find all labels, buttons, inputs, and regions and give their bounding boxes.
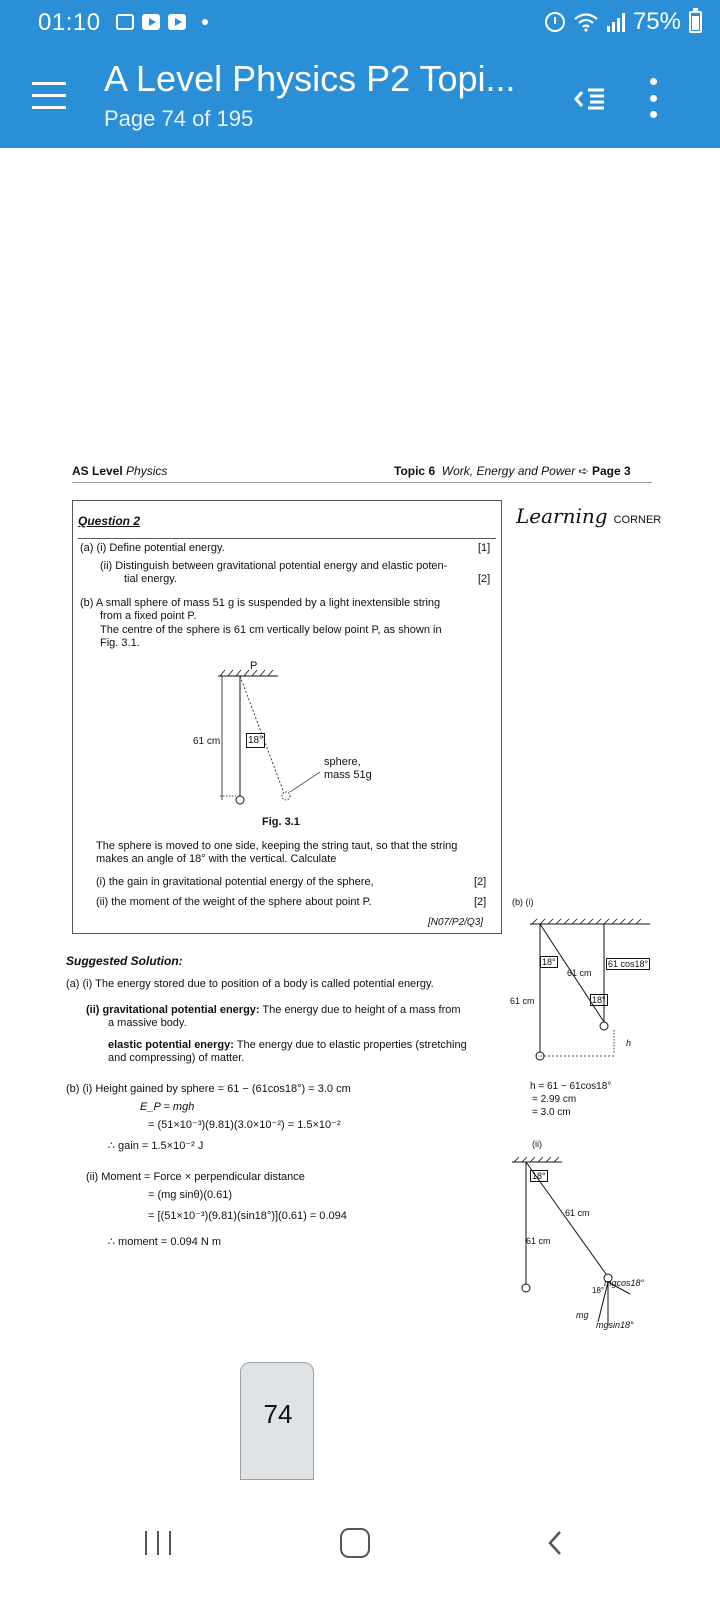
question-label: Question 2: [78, 514, 141, 528]
q-a-i: (a) (i) Define potential energy.: [80, 542, 225, 554]
dot-icon: [202, 19, 208, 25]
diagram-b-i-angle-top: 18°: [542, 957, 556, 967]
system-icons: [545, 8, 702, 36]
s-b-i-line2: E_P = mgh: [140, 1101, 195, 1113]
q-a-ii-line2: tial energy.: [124, 573, 177, 585]
s-b-ii-line1: (ii) Moment = Force × perpendicular distance: [86, 1171, 305, 1183]
fig-label-61cm: 61 cm: [193, 736, 221, 747]
s-b-i-line4: ∴ gain = 1.5×10⁻² J: [108, 1140, 204, 1152]
diagram-b-ii-mgsin: mgsin18°: [596, 1320, 634, 1330]
more-options-icon[interactable]: [648, 78, 658, 118]
solution-title: Suggested Solution:: [66, 954, 183, 968]
diagram-b-ii-mg: mg: [576, 1310, 589, 1320]
diagram-b-ii-mgcos: mgcos18°: [604, 1278, 645, 1288]
figure-caption: Fig. 3.1: [262, 816, 300, 828]
play-store-icon: [168, 14, 186, 30]
navigation-bar: [0, 1488, 720, 1600]
q-b-line5: The sphere is moved to one side, keeping the string taut, so that the string: [96, 840, 458, 852]
q-a-i-mark: [1]: [478, 542, 491, 554]
q-b-ii-mark: [2]: [474, 896, 487, 908]
header-divider: [72, 482, 652, 483]
document-title: A Level Physics P2 Topi...: [104, 58, 516, 99]
q-b-line1: (b) A small sphere of mass 51 g is suspended by a light inextensible string: [80, 597, 441, 609]
diagram-b-ii-label: (ii): [532, 1139, 542, 1149]
fig-label-p: P: [250, 660, 258, 672]
q-a-ii-mark: [2]: [478, 573, 491, 585]
app-bar: [0, 44, 720, 148]
question-reference: [N07/P2/Q3]: [428, 917, 484, 928]
q-b-i-mark: [2]: [474, 876, 487, 888]
q-b-line2: from a fixed point P.: [100, 610, 197, 622]
diagram-h-line1: h = 61 − 61cos18°: [530, 1081, 612, 1092]
status-time: 01:10: [38, 9, 101, 36]
q-b-line4: Fig. 3.1.: [100, 637, 140, 649]
fig-label-angle: 18°: [248, 735, 264, 746]
home-icon[interactable]: [340, 1528, 370, 1558]
document-page[interactable]: [0, 148, 720, 1488]
battery-percent: 75%: [632, 8, 681, 35]
table-of-contents-icon[interactable]: [570, 84, 608, 114]
s-a-ii-line1: (ii) gravitational potential energy: The energy due to height of a mass from: [86, 1004, 461, 1016]
page-header-right: Topic 6 Work, Energy and Power ➪ Page 3: [394, 464, 631, 478]
diagram-b-ii-angle: 18°: [532, 1171, 546, 1181]
back-icon[interactable]: [548, 1530, 562, 1556]
notification-icons: [116, 14, 208, 30]
page-header-left: AS Level Physics: [72, 464, 168, 478]
diagram-b-i-label: (b) (i): [512, 897, 534, 907]
diagram-b-i-h: h: [626, 1038, 632, 1048]
diagram-b-ii-angle-small: 18°: [592, 1286, 605, 1295]
s-a-ii-line3: elastic potential energy: The energy due to elastic properties (stretching: [108, 1039, 467, 1051]
signal-icon: [607, 12, 625, 32]
question-divider: [78, 538, 496, 539]
s-b-ii-line2: = (mg sinθ)(0.61): [148, 1189, 233, 1201]
s-a-ii-line4: and compressing) of matter.: [108, 1052, 245, 1064]
arrow-icon: ➪: [578, 464, 589, 478]
menu-icon[interactable]: [32, 82, 66, 110]
s-a-i: (a) (i) The energy stored due to position of a body is called potential energy.: [66, 978, 434, 990]
q-b-ii: (ii) the moment of the weight of the sphere about point P.: [96, 896, 372, 908]
status-bar: [0, 0, 720, 44]
youtube-icon: [142, 14, 160, 30]
diagram-b-i-61cm: 61 cm: [567, 968, 592, 978]
diagram-b-ii-61cm: 61 cm: [565, 1208, 590, 1218]
q-a-ii-line1: (ii) Distinguish between gravitational potential energy and elastic poten-: [100, 560, 448, 572]
q-b-line3: The centre of the sphere is 61 cm vertically below point P, as shown in: [100, 624, 442, 636]
diagram-h-line2: = 2.99 cm: [532, 1094, 577, 1105]
q-b-line6: makes an angle of 18° with the vertical. Calculate: [96, 853, 337, 865]
s-b-i-line3: = (51×10⁻³)(9.81)(3.0×10⁻²) = 1.5×10⁻²: [148, 1119, 341, 1131]
page-number-badge[interactable]: 74: [240, 1362, 314, 1480]
diagram-b-i-61cm-left: 61 cm: [510, 996, 535, 1006]
recent-apps-icon[interactable]: [145, 1531, 171, 1555]
diagram-b-i-61cos: 61 cos18°: [608, 959, 649, 969]
alarm-icon: [545, 12, 565, 32]
diagram-b-i-angle-mid: 18°: [592, 995, 606, 1005]
diagram-b-i: [520, 918, 670, 1068]
s-b-ii-line4: ∴ moment = 0.094 N m: [108, 1236, 222, 1248]
learning-corner-logo: Learning CORNER: [516, 504, 662, 528]
diagram-h-line3: = 3.0 cm: [532, 1107, 571, 1118]
page-indicator: Page 74 of 195: [104, 106, 254, 131]
wifi-icon: [573, 12, 599, 32]
image-icon: [116, 14, 134, 30]
fig-label-sphere: sphere,: [324, 756, 361, 768]
s-b-i-line1: (b) (i) Height gained by sphere = 61 − (61cos18°) = 3.0 cm: [66, 1083, 351, 1095]
s-b-ii-line3: = [(51×10⁻³)(9.81)(sin18°)](0.61) = 0.094: [148, 1210, 347, 1222]
fig-label-mass: mass 51g: [324, 769, 372, 781]
diagram-b-ii-61cm-left: 61 cm: [526, 1236, 551, 1246]
battery-icon: [689, 11, 702, 33]
q-b-i: (i) the gain in gravitational potential energy of the sphere,: [96, 876, 374, 888]
s-a-ii-line2: a massive body.: [108, 1017, 187, 1029]
